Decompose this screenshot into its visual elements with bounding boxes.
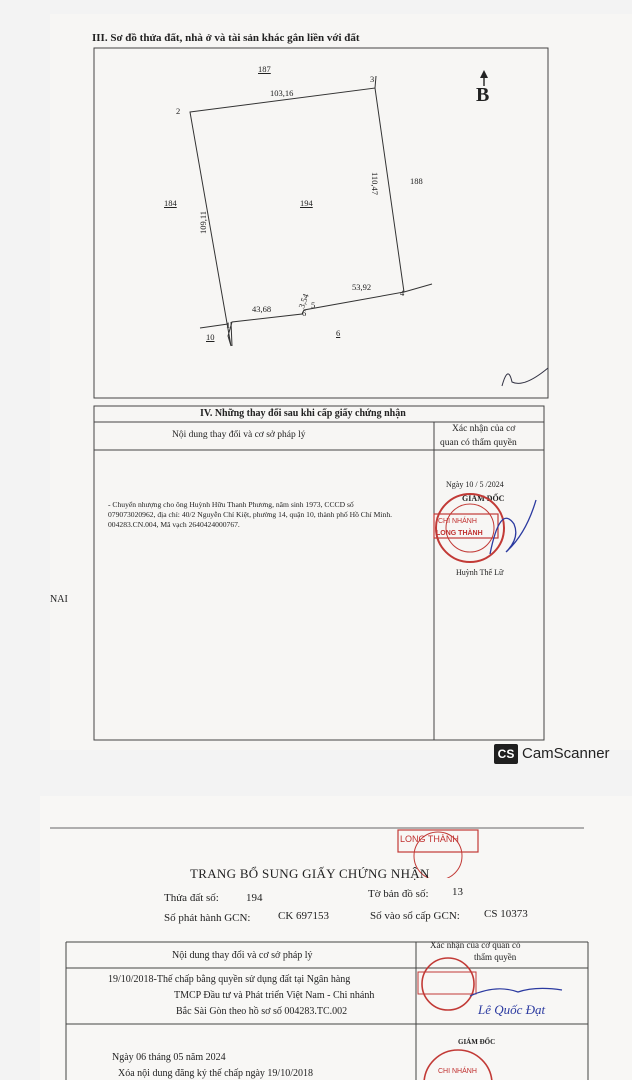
camscanner-logo: CS — [494, 744, 518, 764]
boundary-line — [231, 322, 232, 346]
seal-text-1: CHI NHÁNH — [438, 518, 477, 525]
page-2-signature-icon — [466, 980, 566, 1004]
vertex-4: 4 — [400, 288, 405, 298]
col-content-header: Nội dung thay đổi và cơ sở pháp lý — [172, 430, 306, 440]
transfer-entry: - Chuyển nhượng cho ông Huỳnh Hữu Thanh Phương, năm sinh 1973, CCCD số 079073020962, địa chỉ: 40/2 Nguyễn Chí Kiệt, phường 14, quận 10, thành phố Hồ Chí Minh. 004283.CN.004, Mã vạch 2640424000767. — [108, 500, 393, 529]
parcel-value: 194 — [246, 892, 263, 904]
map-sheet-label: Tờ bản đồ số: — [368, 888, 429, 900]
edge-short: 3,54 — [296, 292, 311, 310]
margin-text: NAI — [50, 594, 68, 605]
parcel-194-outline — [190, 88, 404, 346]
mortgage-entry-line-2: TMCP Đầu tư và Phát triển Việt Nam - Chi nhánh — [174, 990, 375, 1001]
mortgage-entry-line-3: Bắc Sài Gòn theo hồ sơ số 004283.TC.002 — [176, 1006, 348, 1017]
parcel-label: Thửa đất số: — [164, 892, 219, 904]
col-confirm-header-1: Xác nhận của cơ — [452, 424, 516, 434]
boundary-line — [404, 284, 432, 292]
edge-bottom-right: 53,92 — [352, 282, 372, 292]
register-number-value: CS 10373 — [484, 908, 528, 920]
issue-number-label: Số phát hành GCN: — [164, 912, 251, 924]
neighbor-6: 6 — [336, 328, 341, 338]
page-2-bottom-seal-text: CHI NHÁNH — [438, 1068, 477, 1075]
boundary-line — [200, 324, 228, 328]
page-2-frame — [40, 824, 632, 1080]
register-number-label: Số vào sổ cấp GCN: — [370, 910, 460, 922]
edge-right: 110,47 — [370, 172, 380, 196]
camscanner-watermark: CamScanner — [522, 745, 610, 762]
release-entry-date: Ngày 06 tháng 05 năm 2024 — [112, 1052, 226, 1063]
release-entry-text: Xóa nội dung đăng ký thế chấp ngày 19/10/2018 — [118, 1068, 313, 1079]
boundary-line — [375, 76, 376, 88]
vertex-3: 3 — [370, 74, 375, 84]
vertex-6: 6 — [302, 308, 307, 318]
mortgage-entry-line-1: 19/10/2018-Thế chấp bằng quyền sử dụng đất tại Ngân hàng — [108, 974, 351, 985]
p2-col-confirm-header-2: thẩm quyền — [474, 952, 517, 962]
entry-role: GIÁM ĐỐC — [462, 494, 505, 503]
edge-top: 103,16 — [270, 88, 294, 98]
section-4-title: IV. Những thay đổi sau khi cấp giấy chứng nhận — [200, 408, 406, 419]
p2-col-confirm-header-1: Xác nhận của cơ quan có — [430, 940, 521, 950]
initials-mark — [502, 368, 548, 386]
neighbor-10: 10 — [206, 332, 215, 342]
edge-bottom-left: 43,68 — [252, 304, 272, 314]
neighbor-188: 188 — [410, 176, 423, 186]
page-2-title: TRANG BỔ SUNG GIẤY CHỨNG NHẬN — [190, 866, 430, 881]
section-3-title: III. Sơ đồ thửa đất, nhà ở và tài sản khác gắn liền với đất — [92, 32, 360, 44]
signature-icon — [470, 494, 540, 574]
vertex-5: 5 — [311, 300, 316, 310]
neighbor-187: 187 — [258, 64, 271, 74]
vertex-1: 1 — [226, 320, 231, 330]
vertex-2: 2 — [176, 106, 181, 116]
entry-date: Ngày 10 / 5 /2024 — [446, 480, 504, 489]
issue-number-value: CK 697153 — [278, 910, 330, 922]
page-2-role: GIÁM ĐỐC — [458, 1038, 496, 1046]
p2-col-content-header: Nội dung thay đổi và cơ sở pháp lý — [172, 950, 313, 961]
signer-name: Huỳnh Thế Lữ — [456, 568, 504, 577]
north-symbol: B — [476, 84, 490, 106]
neighbor-184: 184 — [164, 198, 177, 208]
page-2-signer-name: Lê Quốc Đạt — [478, 1002, 546, 1017]
edge-left: 109,11 — [198, 210, 208, 234]
seal-text-2: LONG THÀNH — [436, 530, 483, 537]
col-confirm-header-2: quan có thẩm quyền — [440, 438, 517, 448]
red-header-seal-text: LONG THÀNH — [400, 834, 459, 844]
map-sheet-value: 13 — [452, 886, 463, 898]
parcel-194-label: 194 — [300, 198, 313, 208]
